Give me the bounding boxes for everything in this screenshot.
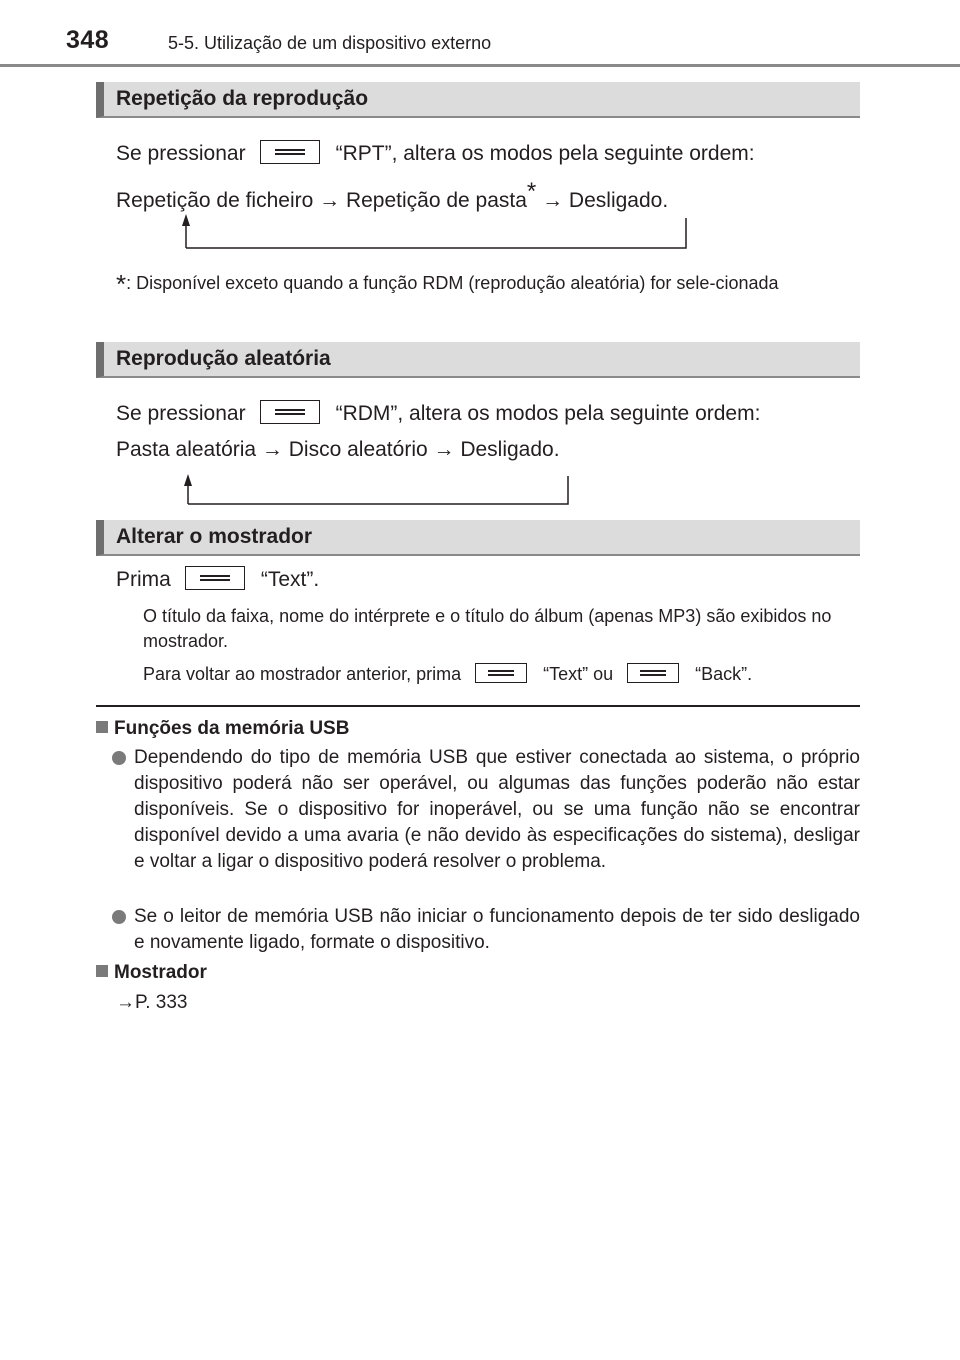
back-prefix: Para voltar ao mostrador anterior, prima	[143, 664, 462, 684]
footnote	[116, 270, 860, 297]
button-icon	[475, 663, 527, 683]
cycle-arrow-icon	[172, 212, 692, 252]
instruction-suffix: “Text”.	[260, 568, 320, 591]
circle-bullet-icon	[112, 910, 126, 924]
order-text: Repetição de ficheiro → Repetição de pasta	[116, 189, 527, 212]
footnote-marker: *	[526, 178, 537, 205]
display-description: O título da faixa, nome do intérprete e o título do álbum (apenas MP3) são exibidos no mostrador.	[143, 606, 832, 651]
instruction-suffix: “RDM”, altera os modos pela seguinte ordem:	[335, 402, 761, 425]
display-back-instruction	[143, 662, 863, 687]
square-bullet-icon	[96, 721, 108, 733]
button-icon	[185, 566, 245, 590]
section-heading-random	[96, 342, 860, 378]
notes-divider	[96, 705, 860, 707]
repeat-instruction	[116, 142, 755, 166]
section-title: Alterar o mostrador	[116, 525, 313, 548]
page-header	[0, 0, 960, 70]
instruction-suffix: “RPT”, altera os modos pela seguinte ordem:	[335, 142, 755, 165]
instruction-prefix: Se pressionar	[116, 402, 246, 425]
bullet-text: Se o leitor de memória USB não iniciar o funcionamento depois de ter sido desligado e novamente ligado, formate o dispositivo.	[134, 906, 860, 953]
note-heading-display	[96, 962, 207, 984]
button-icon	[627, 663, 679, 683]
section-title: Repetição da reprodução	[116, 87, 369, 110]
display-instruction	[116, 568, 319, 592]
footnote-text: : Disponível exceto quando a função RDM (reprodução aleatória) for sele-cionada	[126, 273, 779, 293]
back-end: “Back”.	[695, 664, 753, 684]
repeat-order	[116, 178, 668, 213]
button-icon	[260, 140, 320, 164]
note-title: Funções da memória USB	[114, 718, 350, 739]
chapter-title: 5-5. Utilização de um dispositivo externo	[168, 33, 492, 53]
note-heading-usb	[96, 718, 349, 740]
note-title: Mostrador	[114, 962, 207, 983]
page-number: 348	[66, 26, 110, 54]
note-bullet	[112, 904, 860, 956]
section-heading-repeat	[96, 82, 860, 118]
section-heading-display	[96, 520, 860, 556]
page-reference: →P. 333	[116, 992, 188, 1013]
header-rule	[0, 64, 960, 67]
order-end: → Desligado.	[536, 189, 669, 212]
cycle-arrow-icon	[178, 472, 578, 508]
random-order: Pasta aleatória → Disco aleatório → Desligado.	[116, 438, 560, 461]
note-bullet	[112, 745, 860, 875]
instruction-prefix: Prima	[116, 568, 171, 591]
section-title: Reprodução aleatória	[116, 347, 331, 370]
back-mid: “Text” ou	[543, 664, 614, 684]
button-icon	[260, 400, 320, 424]
random-instruction	[116, 402, 760, 426]
instruction-prefix: Se pressionar	[116, 142, 246, 165]
bullet-text: Dependendo do tipo de memória USB que estiver conectada ao sistema, o próprio dispositivo poderá não ser operável, ou algumas das funções poderão não estar disponíveis. Se o dispositivo for inoperável, ou se uma função não se encontrar disponível devido a uma avaria (e não devido às especificações do sistema), desligar e voltar a ligar o dispositivo poderá resolver o problema.	[134, 747, 860, 872]
circle-bullet-icon	[112, 751, 126, 765]
footnote-star: *	[116, 269, 127, 299]
square-bullet-icon	[96, 965, 108, 977]
